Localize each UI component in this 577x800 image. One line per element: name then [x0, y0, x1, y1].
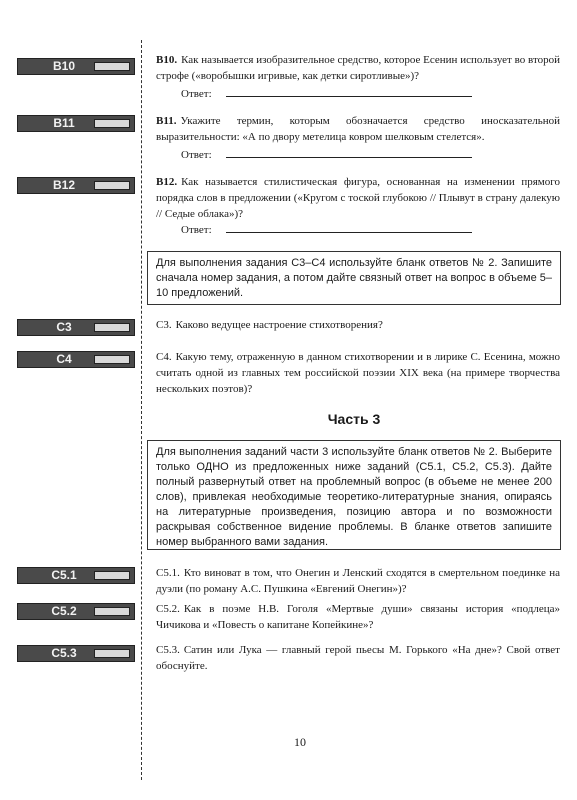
- answer-tag-b11: [17, 115, 135, 132]
- page-number: 10: [294, 735, 306, 749]
- question-text: Какую тему, отраженную в данном стихотворении и в лирике С. Есенина, можно считать одной из главных тем российской поэзии XIX века (на примере творчества нескольких поэтов)?: [156, 351, 560, 395]
- tag-label: B11: [53, 116, 75, 130]
- answer-tag-c5-3: [17, 645, 135, 662]
- answer-tag-c5-2: [17, 603, 135, 620]
- question-number: B11.: [156, 115, 177, 127]
- answer-label: Ответ:: [181, 88, 212, 100]
- question-number: B10.: [156, 54, 178, 66]
- question-number: B12.: [156, 176, 178, 188]
- question-number: C4.: [156, 351, 172, 363]
- answer-tag-c4: [17, 351, 135, 368]
- question-c3: [156, 317, 560, 333]
- instruction-text: Для выполнения заданий части 3 используйте бланк ответов № 2. Выберите только ОДНО из предложенных ниже заданий (С5.1, С5.2, С5.3). Дайте полный развернутый ответ на проблемный вопрос (в объеме не менее 200 слов), привлекая необходимые теоретико-литературные знания, опираясь на литературные произведения, позицию автора и по возможности раскрывая собственное видение проблемы. В бланке ответов запишите номер выбранного вами задания.: [156, 446, 552, 548]
- question-b11: [156, 113, 560, 145]
- question-number: C5.1.: [156, 567, 180, 579]
- answer-tag-b12: [17, 177, 135, 194]
- answer-label: Ответ:: [181, 224, 212, 236]
- answer-field-b10[interactable]: [181, 86, 472, 101]
- tag-label: C5.1: [51, 568, 77, 582]
- tag-label: C5.3: [51, 646, 77, 660]
- question-text: Каково ведущее настроение стихотворения?: [175, 319, 383, 331]
- tag-label: C3: [56, 320, 72, 334]
- part-heading: Часть 3: [327, 411, 381, 427]
- question-number: C3.: [156, 319, 172, 331]
- answer-label: Ответ:: [181, 149, 212, 161]
- question-text: Кто виноват в том, что Онегин и Ленский сходятся в смертельном поединке на дуэли (по роману А.С. Пушкина «Евгений Онегин»)?: [156, 567, 560, 595]
- cut-line: [141, 40, 142, 780]
- answer-line[interactable]: [226, 222, 472, 233]
- answer-field-b11[interactable]: [181, 147, 472, 162]
- question-b10: [156, 52, 560, 84]
- question-c5-3: [156, 642, 560, 674]
- answer-tag-c3: [17, 319, 135, 336]
- question-text: Укажите термин, которым обозначается средство иносказательной выразительности: «А по двору метелица ковром шелковым стелется».: [156, 115, 560, 143]
- question-c5-1: [156, 565, 560, 597]
- tag-label: B10: [52, 59, 75, 73]
- question-number: C5.2.: [156, 603, 180, 615]
- answer-tag-c5-1: [17, 567, 135, 584]
- question-c5-2: [156, 601, 560, 633]
- tag-label: B12: [52, 178, 75, 192]
- question-c4: [156, 349, 560, 397]
- answer-field-b12[interactable]: [181, 222, 472, 237]
- tag-label: C5.2: [51, 604, 77, 618]
- answer-line[interactable]: [226, 86, 472, 97]
- answer-line[interactable]: [226, 147, 472, 158]
- instruction-text: Для выполнения задания С3–С4 используйте бланк ответов № 2. Запишите сначала номер задания, а потом дайте связный ответ на вопрос в объеме 5–10 предложений.: [156, 257, 552, 299]
- question-text: Сатин или Лука — главный герой пьесы М. Горького «На дне»? Свой ответ обоснуйте.: [156, 644, 560, 672]
- instruction-box-part3: [147, 440, 561, 550]
- question-b12: [156, 174, 560, 222]
- tag-label: C4: [56, 352, 72, 366]
- instruction-box-c3-c4: [147, 251, 561, 305]
- question-number: C5.3.: [156, 644, 180, 656]
- question-text: Как в поэме Н.В. Гоголя «Мертвые души» связаны история «подлеца» Чичикова и «Повесть о капитане Копейкине»?: [156, 603, 560, 631]
- question-text: Как называется изобразительное средство, которое Есенин использует во второй строфе («воробышки игривые, как детки сиротливые»)?: [156, 54, 560, 82]
- answer-tag-b10: [17, 58, 135, 75]
- question-text: Как называется стилистическая фигура, основанная на изменении прямого порядка слов в предложении («Кругом с тоской глубокою // Плывут в страну далекую // Седые облака»)?: [156, 176, 560, 220]
